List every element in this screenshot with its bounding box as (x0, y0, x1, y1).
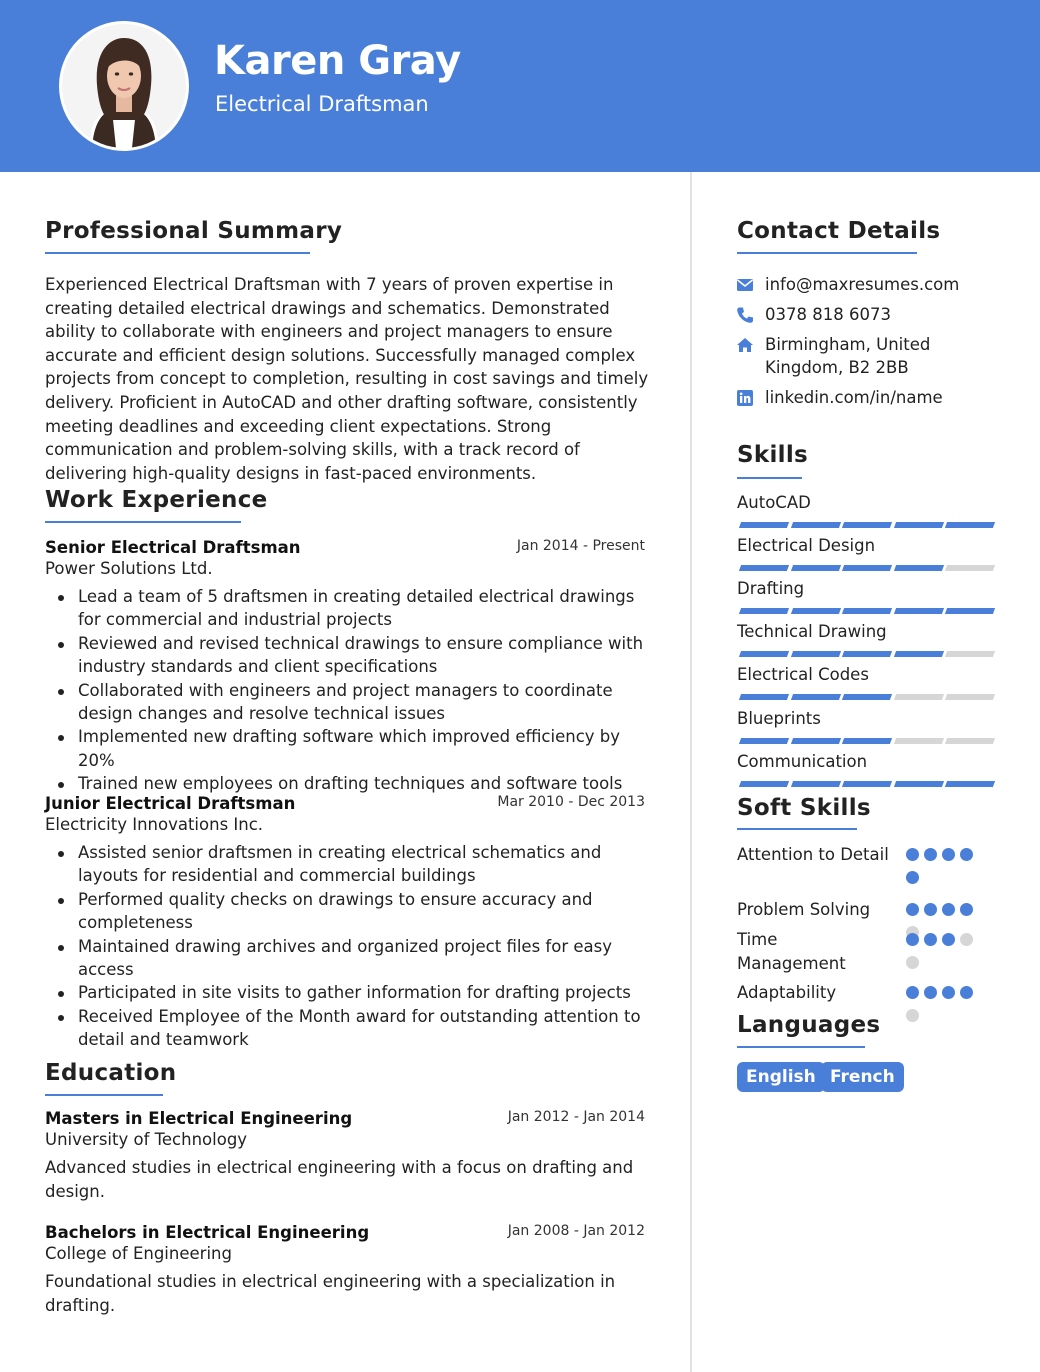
section-underline (737, 477, 802, 479)
rating-dot-empty (960, 933, 973, 946)
section-underline (737, 1046, 865, 1048)
rating-dot-filled (906, 848, 919, 861)
skill-segment-empty (893, 738, 943, 744)
skill-segment-filled (893, 781, 943, 787)
skill-label: Blueprints (737, 709, 821, 728)
skill-segment-filled (893, 651, 943, 657)
candidate-name: Karen Gray (214, 38, 461, 84)
contact-linkedin-text: linkedin.com/in/name (765, 388, 943, 407)
skill-segment-filled (842, 651, 892, 657)
skill-level-bar (737, 781, 994, 787)
soft-skill-label: Time Management (737, 930, 846, 973)
skill-segment-filled (842, 738, 892, 744)
header-banner (0, 0, 1040, 172)
skill-segment-filled (739, 608, 789, 614)
section-underline (45, 252, 310, 254)
list-item: Implemented new drafting software which improved efficiency by 20% (45, 725, 645, 772)
skill-level-bar (737, 651, 994, 657)
rating-dot-filled (924, 933, 937, 946)
language-badge: French (821, 1062, 904, 1092)
list-item: Performed quality checks on drawings to ensure accuracy and completeness (45, 888, 645, 935)
skill-segment-filled (790, 651, 840, 657)
skill-segment-filled (739, 694, 789, 700)
envelope-icon (736, 276, 754, 294)
job-bullets (45, 841, 645, 1052)
job-company: Electricity Innovations Inc. (45, 815, 264, 834)
section-underline (45, 1094, 163, 1096)
contact-address-line2: Kingdom, B2 2BB (765, 358, 909, 377)
rating-dot-filled (942, 903, 955, 916)
section-underline (737, 252, 917, 254)
home-icon (736, 336, 754, 354)
skill-segment-filled (893, 608, 943, 614)
list-item: Maintained drawing archives and organized project files for easy access (45, 935, 645, 982)
rating-dot-filled (942, 848, 955, 861)
list-item: Reviewed and revised technical drawings to ensure compliance with industry standards and client specifications (45, 632, 645, 679)
skill-level-bar (737, 565, 994, 571)
skill-segment-empty (945, 565, 995, 571)
edu-description: Foundational studies in electrical engineering with a specialization in drafting. (45, 1272, 616, 1315)
skill-label: Drafting (737, 579, 805, 598)
rating-dot-filled (924, 903, 937, 916)
skill-segment-filled (945, 522, 995, 528)
skill-segment-filled (893, 522, 943, 528)
rating-dot-empty (906, 956, 919, 969)
skill-level-bar (737, 694, 994, 700)
job-bullets (45, 585, 645, 796)
skill-level-bar (737, 522, 994, 528)
rating-dot-filled (924, 848, 937, 861)
section-title-soft-skills: Soft Skills (737, 795, 871, 821)
skill-segment-filled (893, 565, 943, 571)
list-item: Lead a team of 5 draftsmen in creating detailed electrical drawings for commercial and industrial projects (45, 585, 645, 632)
rating-dot-empty (906, 1009, 919, 1022)
skill-segment-filled (790, 738, 840, 744)
skill-segment-filled (739, 522, 789, 528)
rating-dot-filled (960, 986, 973, 999)
job-dates: Mar 2010 - Dec 2013 (497, 794, 645, 810)
skill-segment-filled (790, 522, 840, 528)
rating-dot-filled (960, 903, 973, 916)
skill-level-bar (737, 608, 994, 614)
skill-segment-filled (790, 694, 840, 700)
rating-dot-filled (906, 903, 919, 916)
skill-segment-filled (842, 522, 892, 528)
edu-description: Advanced studies in electrical engineering with a focus on drafting and design. (45, 1158, 634, 1201)
edu-dates: Jan 2012 - Jan 2014 (507, 1109, 645, 1125)
rating-dot-filled (906, 871, 919, 884)
section-underline (737, 828, 857, 830)
edu-school: University of Technology (45, 1130, 248, 1149)
section-title-contact: Contact Details (737, 218, 941, 244)
section-title-education: Education (45, 1060, 177, 1086)
skill-segment-filled (842, 694, 892, 700)
skill-segment-filled (739, 565, 789, 571)
linkedin-icon (736, 389, 754, 407)
skill-segment-filled (739, 738, 789, 744)
soft-skill-label: Adaptability (737, 983, 837, 1002)
rating-dot-filled (942, 986, 955, 999)
contact-address-line1: Birmingham, United (765, 335, 931, 354)
column-divider (690, 172, 692, 1372)
skill-segment-filled (739, 651, 789, 657)
soft-skill-label: Attention to Detail (737, 845, 889, 864)
candidate-title: Electrical Draftsman (215, 92, 429, 116)
job-entry (45, 794, 645, 1052)
section-title-summary: Professional Summary (45, 218, 343, 244)
phone-icon (736, 306, 754, 324)
section-underline (45, 521, 241, 523)
skill-label: Electrical Codes (737, 665, 869, 684)
rating-dot-filled (924, 986, 937, 999)
skill-segment-filled (739, 781, 789, 787)
list-item: Collaborated with engineers and project managers to coordinate design changes and resolve technical issues (45, 679, 645, 726)
section-title-skills: Skills (737, 442, 809, 468)
skill-level-bar (737, 738, 994, 744)
job-company: Power Solutions Ltd. (45, 559, 213, 578)
rating-dot-filled (942, 933, 955, 946)
job-dates: Jan 2014 - Present (516, 538, 645, 554)
job-role: Senior Electrical Draftsman (45, 538, 301, 557)
language-badge: English (737, 1062, 825, 1092)
skill-segment-filled (945, 781, 995, 787)
skill-segment-empty (945, 694, 995, 700)
rating-dot-filled (906, 986, 919, 999)
list-item: Participated in site visits to gather information for drafting projects (45, 981, 645, 1004)
skill-label: Electrical Design (737, 536, 876, 555)
skill-segment-filled (790, 608, 840, 614)
rating-dot-filled (960, 848, 973, 861)
skill-segment-filled (842, 781, 892, 787)
skill-segment-filled (842, 565, 892, 571)
soft-skill-label: Problem Solving (737, 900, 871, 919)
list-item: Trained new employees on drafting techniques and software tools (45, 772, 645, 795)
skill-segment-empty (945, 738, 995, 744)
skill-label: Communication (737, 752, 868, 771)
education-entry (45, 1223, 645, 1317)
list-item: Received Employee of the Month award for outstanding attention to detail and teamwork (45, 1005, 645, 1052)
edu-dates: Jan 2008 - Jan 2012 (507, 1223, 645, 1239)
edu-degree: Bachelors in Electrical Engineering (45, 1223, 370, 1242)
edu-degree: Masters in Electrical Engineering (45, 1109, 353, 1128)
skill-label: Technical Drawing (737, 622, 887, 641)
summary-text: Experienced Electrical Draftsman with 7 years of proven expertise in creating detailed electrical drawings and schematics. Demonstrated ability to collaborate with engineers and project managers to ensure accurate and efficient design solutions. Successfully managed complex projects from concept to completion, resulting in cost savings and timely delivery. Proficient in AutoCAD and other drafting software, consistently meeting deadlines and exceeding client expectations. Strong communication and problem-solving skills, with a track record of delivering high-quality designs in fast-paced environments. (45, 275, 649, 483)
skill-segment-filled (790, 781, 840, 787)
contact-phone-text: 0378 818 6073 (765, 305, 891, 324)
skill-segment-filled (945, 608, 995, 614)
rating-dot-filled (906, 933, 919, 946)
job-entry (45, 538, 645, 796)
skill-segment-empty (945, 651, 995, 657)
skill-segment-filled (790, 565, 840, 571)
contact-email-text: info@maxresumes.com (765, 275, 960, 294)
edu-school: College of Engineering (45, 1244, 232, 1263)
skill-segment-empty (893, 694, 943, 700)
section-title-experience: Work Experience (45, 487, 268, 513)
profile-photo (59, 21, 189, 151)
job-role: Junior Electrical Draftsman (45, 794, 296, 813)
education-entry (45, 1109, 645, 1203)
skill-label: AutoCAD (737, 493, 811, 512)
skill-segment-filled (842, 608, 892, 614)
section-title-languages: Languages (737, 1012, 881, 1038)
list-item: Assisted senior draftsmen in creating electrical schematics and layouts for residential and commercial buildings (45, 841, 645, 888)
